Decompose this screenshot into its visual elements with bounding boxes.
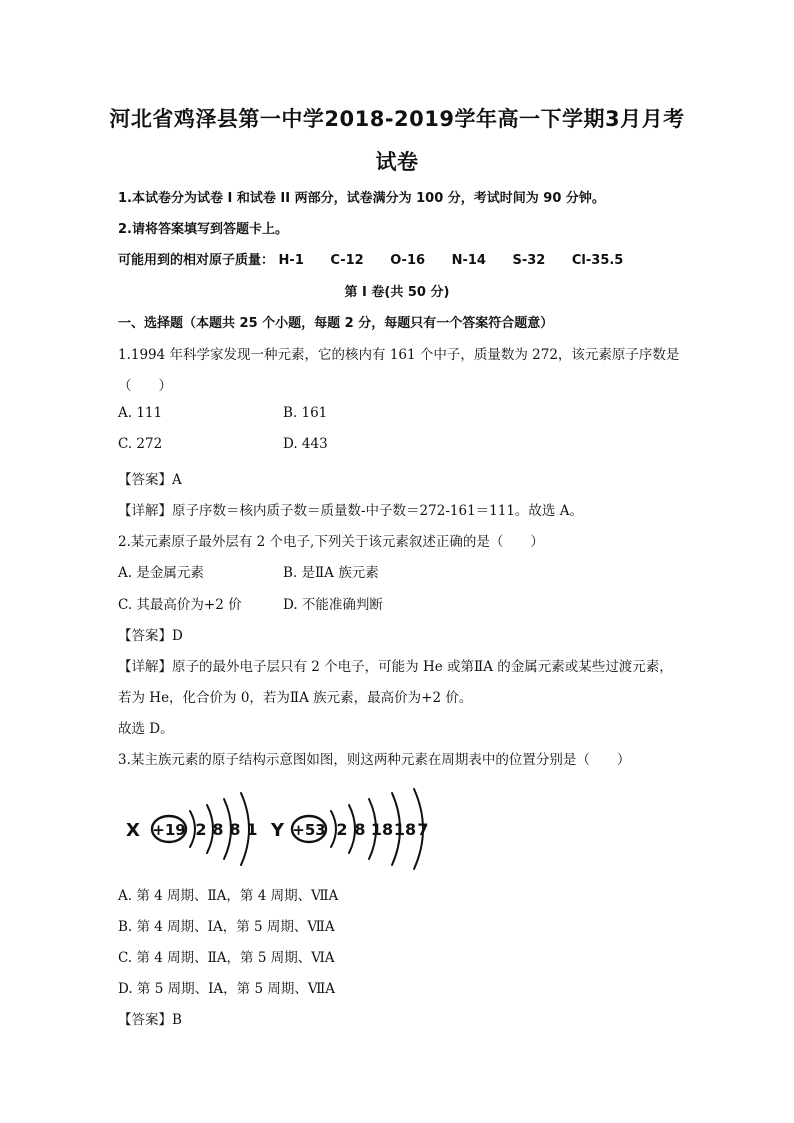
instruction-1: 1.本试卷分为试卷 I 和试卷 II 两部分，试卷满分为 100 分，考试时间为 90 分钟。: [118, 191, 605, 206]
q3-option-c: C. 第 4 周期、ⅡA，第 5 周期、ⅥA: [118, 950, 335, 966]
x-shell-1: 2: [195, 820, 207, 839]
x-nucleus: +19: [152, 821, 186, 839]
y-shell-4: 18: [393, 820, 417, 839]
q2-explain-tag: 【详解】: [118, 659, 172, 675]
exam-title-line1: 河北省鸡泽县第一中学2018-2019学年高一下学期3月月考: [109, 107, 685, 131]
q1-explain-text: 原子序数＝核内质子数＝质量数-中子数＝272-161＝111。故选 A。: [172, 503, 583, 519]
y-nucleus: +53: [292, 821, 326, 839]
x-shell-4: 1: [246, 820, 258, 839]
atomic-mass-label: 可能用到的相对原子质量：: [118, 253, 275, 268]
q3-option-d: D. 第 5 周期、ⅠA，第 5 周期、ⅦA: [118, 981, 336, 997]
q1-option-b: B. 161: [283, 405, 328, 421]
y-shell-5: 7: [417, 820, 429, 839]
q2-option-a: A. 是金属元素: [118, 565, 204, 581]
x-shell-3: 8: [229, 820, 241, 839]
q1-option-c: C. 272: [118, 436, 163, 452]
q1-explain-tag: 【详解】: [118, 503, 172, 519]
mass-h: H-1: [278, 253, 304, 268]
q2-stem: 2.某元素原子最外层有 2 个电子,下列关于该元素叙述正确的是（ ）: [118, 534, 544, 550]
q2-option-b: B. 是ⅡA 族元素: [283, 565, 379, 581]
q2-explanation-3: 故选 D。: [118, 721, 174, 737]
x-arc-2: [207, 805, 213, 853]
section-heading: 一、选择题（本题共 25 个小题，每题 2 分，每题只有一个答案符合题意）: [118, 316, 554, 331]
q2-answer: 【答案】D: [118, 628, 183, 644]
exam-title-line2: 试卷: [375, 150, 419, 174]
q2-explanation-2: 若为 He，化合价为 0，若为ⅡA 族元素，最高价为+2 价。: [118, 690, 473, 706]
atomic-mass-line: [118, 249, 645, 268]
mass-s: S-32: [512, 253, 546, 268]
q2-option-d: D. 不能准确判断: [283, 597, 383, 613]
y-arc-1: [331, 811, 336, 847]
q1-paren: （ ）: [118, 378, 172, 394]
q3-option-a: A. 第 4 周期、ⅡA，第 4 周期、ⅦA: [118, 888, 339, 904]
q3-answer: 【答案】B: [118, 1012, 182, 1028]
y-shell-1: 2: [336, 820, 348, 839]
q1-answer: 【答案】A: [118, 472, 182, 488]
mass-cl: Cl-35.5: [571, 253, 624, 268]
x-arc-1: [190, 811, 195, 847]
q1-option-d: D. 443: [283, 436, 328, 452]
volume-title: 第 I 卷(共 50 分): [344, 285, 450, 300]
q2-option-c: C. 其最高价为+2 价: [118, 597, 242, 613]
mass-o: O-16: [390, 253, 426, 268]
instruction-2: 2.请将答案填写到答题卡上。: [118, 222, 288, 237]
q2-explain-text-1: 原子的最外电子层只有 2 个电子，可能为 He 或第ⅡA 的金属元素或某些过渡元素，: [172, 659, 673, 675]
y-shell-2: 8: [354, 820, 366, 839]
x-label: X: [126, 820, 140, 841]
q1-explanation: [118, 499, 583, 519]
q1-stem: 1.1994 年科学家发现一种元素，它的核内有 161 个中子，质量数为 272，该元素原子序数是: [118, 347, 680, 363]
q2-explanation-1: [118, 655, 673, 675]
mass-n: N-14: [451, 253, 486, 268]
mass-c: C-12: [330, 253, 364, 268]
q3-option-b: B. 第 4 周期、ⅠA，第 5 周期、ⅦA: [118, 919, 335, 935]
y-shell-3: 18: [370, 820, 394, 839]
y-label: Y: [271, 820, 285, 841]
q3-stem: 3.某主族元素的原子结构示意图如图，则这两种元素在周期表中的位置分别是（ ）: [118, 752, 631, 768]
q1-option-a: A. 111: [118, 405, 163, 421]
y-arc-2: [349, 805, 355, 853]
atomic-structure-diagram: [118, 785, 438, 875]
x-shell-2: 8: [212, 820, 224, 839]
